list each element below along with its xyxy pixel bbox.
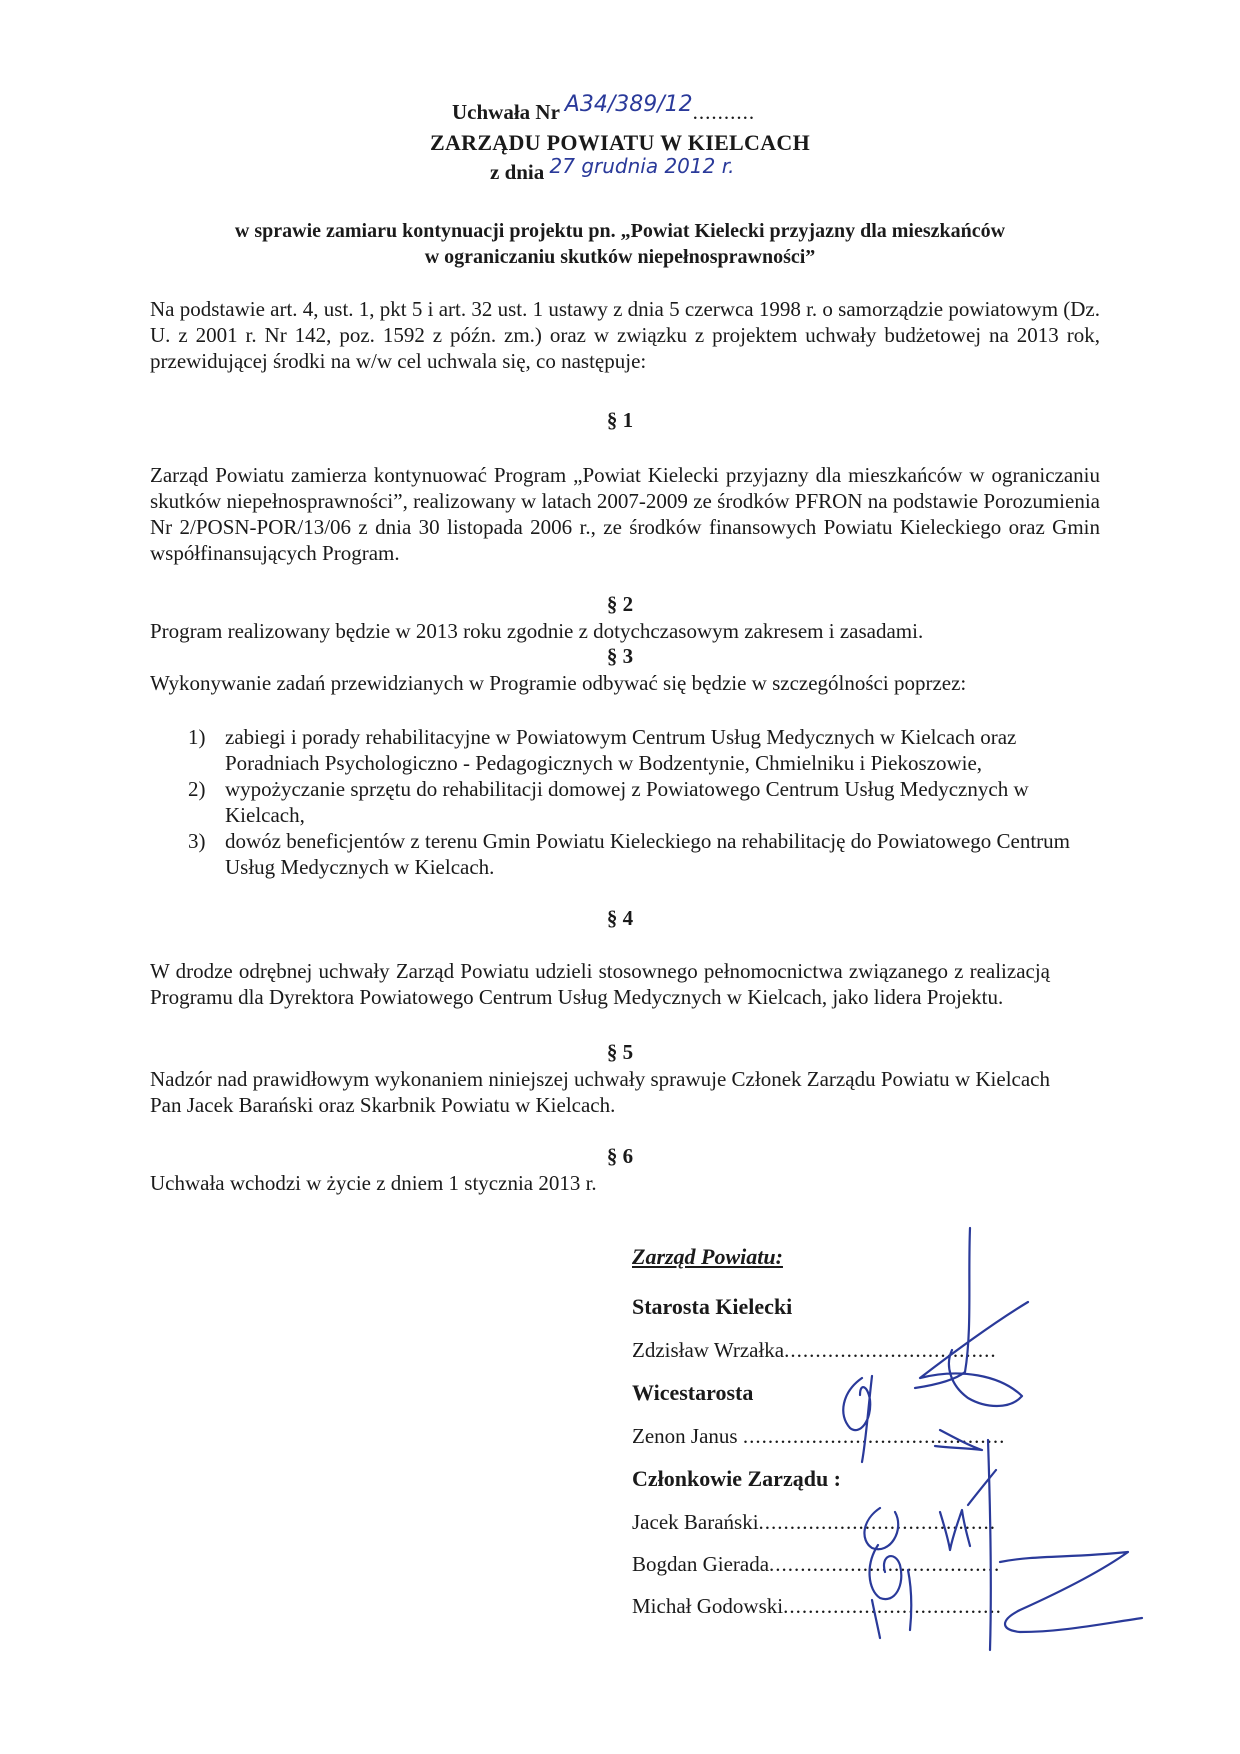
resolution-label: Uchwała Nr bbox=[452, 100, 560, 124]
member-1-line: Jacek Barański...................................... bbox=[632, 1510, 997, 1534]
subject-line-1: w sprawie zamiaru kontynuacji projektu pn. „Powiat Kielecki przyjazny dla mieszkańców bbox=[234, 220, 1006, 242]
resolution-number-handwritten: A34/389/12 bbox=[564, 92, 693, 117]
section-4-text: W drodze odrębnej uchwały Zarząd Powiatu udzieli stosownego pełnomocnictwa związanego z realizacją Programu dla Dyrektora Powiatowego Centrum Usług Medycznych w Kielcach, jako lidera Projektu. bbox=[150, 959, 1050, 1009]
section-6-text: Uchwała wchodzi w życie z dniem 1 stycznia 2013 r. bbox=[150, 1171, 597, 1195]
list-item-number: 2) bbox=[188, 777, 206, 801]
section-2-text: Program realizowany będzie w 2013 roku zgodnie z dotychczasowym zakresem i zasadami. bbox=[150, 619, 924, 643]
starosta-role: Starosta Kielecki bbox=[632, 1294, 793, 1319]
date-line bbox=[490, 154, 735, 185]
list-item-text: zabiegi i porady rehabilitacyjne w Powiatowym Centrum Usług Medycznych w Kielcach oraz Poradniach Psychologiczno - Pedagogicznych w Bodzentynie, Chmielniku i Piekoszowie, bbox=[225, 725, 1017, 775]
wicestarosta-name-line: Zenon Janus .......................................... bbox=[632, 1424, 1006, 1448]
member-3-name: Michał Godowski bbox=[632, 1594, 784, 1618]
section-1-text: Zarząd Powiatu zamierza kontynuować Program „Powiat Kielecki przyjazny dla mieszkańców w ograniczaniu skutków niepełnosprawności”, realizowany w latach 2007-2009 ze środków PFRON na podstawie Porozumienia Nr 2/POSN-POR/13/06 z dnia 30 listopada 2006 r., ze środków finansowych Powiatu Kieleckiego oraz Gmin współfinansujących Program. bbox=[150, 463, 1100, 565]
wicestarosta-name: Zenon Janus bbox=[632, 1424, 738, 1448]
section-mark-3: § 3 bbox=[606, 644, 634, 668]
resolution-number-line: Uchwała Nr A34/389/12.......... bbox=[452, 92, 756, 124]
section-5-text: Nadzór nad prawidłowym wykonaniem niniejszej uchwały sprawuje Członek Zarządu Powiatu w Kielcach Pan Jacek Barański oraz Skarbnik Powiatu w Kielcach. bbox=[150, 1067, 1050, 1117]
wicestarosta-role: Wicestarosta bbox=[632, 1380, 754, 1405]
list-item-text: wypożyczanie sprzętu do rehabilitacji domowej z Powiatowego Centrum Usług Medycznych w Kielcach, bbox=[225, 777, 1029, 827]
list-item-number: 3) bbox=[188, 829, 206, 853]
subject-line-2: w ograniczaniu skutków niepełnosprawności” bbox=[424, 246, 816, 268]
resolution-subject bbox=[150, 218, 1090, 270]
list-item-text: dowóz beneficjentów z terenu Gmin Powiatu Kieleckiego na rehabilitację do Powiatowego Centrum Usług Medycznych w Kielcach. bbox=[225, 829, 1070, 879]
section-mark-5: § 5 bbox=[606, 1040, 634, 1064]
member-3-line: Michał Godowski................................... bbox=[632, 1594, 1002, 1618]
section-mark-1: § 1 bbox=[606, 408, 634, 432]
board-name: ZARZĄDU POWIATU W KIELCACH bbox=[429, 130, 811, 155]
starosta-name-line: Zdzisław Wrzałka.................................. bbox=[632, 1338, 997, 1362]
list-item bbox=[150, 828, 1100, 880]
date-label: z dnia bbox=[490, 160, 545, 184]
list-item bbox=[150, 776, 1100, 828]
section-mark-6: § 6 bbox=[606, 1144, 634, 1168]
task-list bbox=[150, 724, 1100, 880]
date-handwritten: 27 grudnia 2012 r. bbox=[549, 154, 735, 178]
section-mark-2: § 2 bbox=[606, 592, 634, 616]
starosta-name: Zdzisław Wrzałka bbox=[632, 1338, 785, 1362]
member-2-line: Bogdan Gierada..................................... bbox=[632, 1552, 1001, 1576]
board-signature-title: Zarząd Powiatu: bbox=[632, 1244, 783, 1269]
preamble: Na podstawie art. 4, ust. 1, pkt 5 i art. 32 ust. 1 ustawy z dnia 5 czerwca 1998 r. o samorządzie powiatowym (Dz. U. z 2001 r. Nr 142, poz. 1592 z późn. zm.) oraz w związku z projektem uchwały budżetowej na 2013 rok, przewidującej środki na w/w cel uchwala się, co następuje: bbox=[150, 297, 1101, 373]
member-1-name: Jacek Barański bbox=[632, 1510, 759, 1534]
members-role: Członkowie Zarządu : bbox=[632, 1466, 841, 1491]
list-item-number: 1) bbox=[188, 725, 206, 749]
list-item bbox=[150, 724, 1100, 776]
section-3-text: Wykonywanie zadań przewidzianych w Programie odbywać się będzie w szczególności poprzez: bbox=[150, 671, 967, 695]
section-mark-4: § 4 bbox=[606, 906, 634, 930]
member-2-name: Bogdan Gierada bbox=[632, 1552, 770, 1576]
